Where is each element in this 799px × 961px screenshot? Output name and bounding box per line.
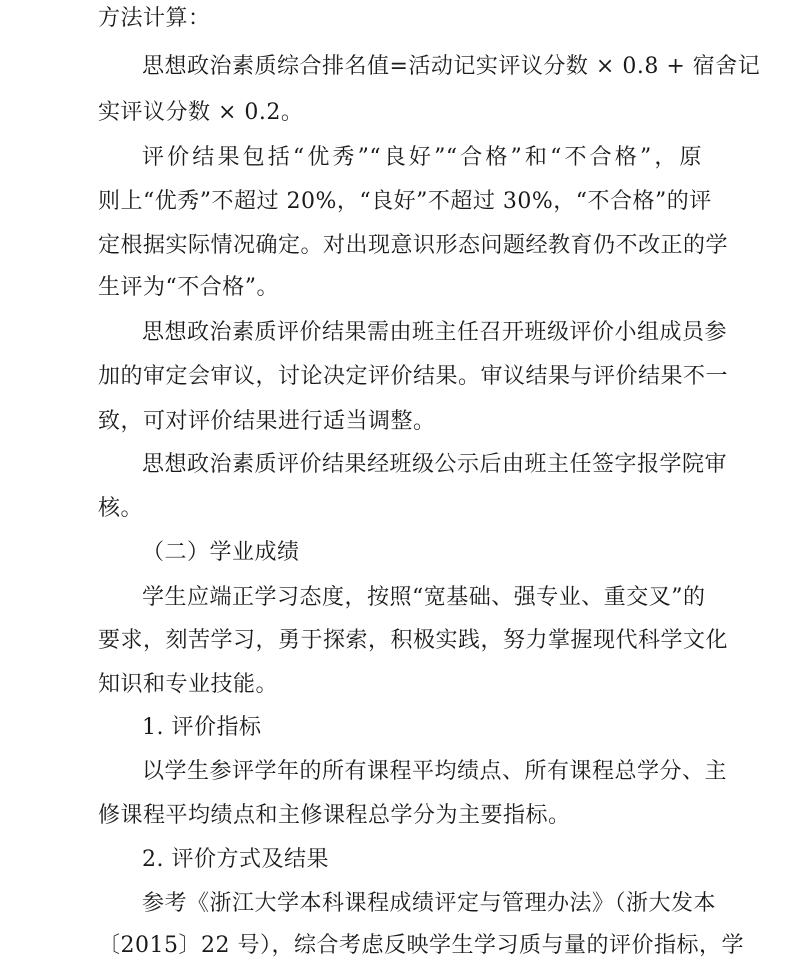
text-line: 思想政治素质评价结果需由班主任召开班级评价小组成员参 (142, 320, 728, 345)
text-line: 致，可对评价结果进行适当调整。 (98, 409, 436, 434)
text-line: 定根据实际情况确定。对出现意识形态问题经教育仍不改正的学 (98, 233, 729, 258)
section-heading: （二）学业成绩 (142, 540, 300, 565)
text-line: 思想政治素质评价结果经班级公示后由班主任签字报学院审 (142, 452, 728, 477)
text-line: 参考《浙江大学本科课程成绩评定与管理办法》（浙大发本 (142, 891, 717, 916)
subsection-heading: 1. 评价指标 (142, 715, 262, 740)
subsection-heading: 2. 评价方式及结果 (142, 847, 329, 872)
text-line: 修课程平均绩点和主修课程总学分为主要指标。 (98, 803, 571, 828)
text-line: 学生应端正学习态度，按照“宽基础、强专业、重交叉”的 (142, 585, 706, 610)
text-line: 则上“优秀”不超过 20%，“良好”不超过 30%，“不合格”的评 (98, 189, 712, 214)
text-line: 〔2015〕22 号），综合考虑反映学生学习质与量的评价指标，学 (98, 933, 744, 958)
text-line: 实评议分数 × 0.2。 (98, 100, 304, 125)
text-line: 以学生参评学年的所有课程平均绩点、所有课程总学分、主 (142, 759, 728, 784)
text-line: 评价结果包括“优秀”“良好”“合格”和“不合格”，原 (142, 145, 702, 170)
text-line: 加的审定会审议，讨论决定评价结果。审议结果与评价结果不一 (98, 364, 729, 389)
text-line: 思想政治素质综合排名值=活动记实评议分数 × 0.8 + 宿舍记 (142, 54, 761, 79)
text-line: 核。 (98, 496, 144, 521)
text-line: 生评为“不合格”。 (98, 275, 279, 300)
text-line: 知识和专业技能。 (98, 672, 279, 697)
text-line: 要求，刻苦学习，勇于探索，积极实践，努力掌握现代科学文化 (98, 628, 729, 653)
text-line: 方法计算： (98, 6, 211, 31)
